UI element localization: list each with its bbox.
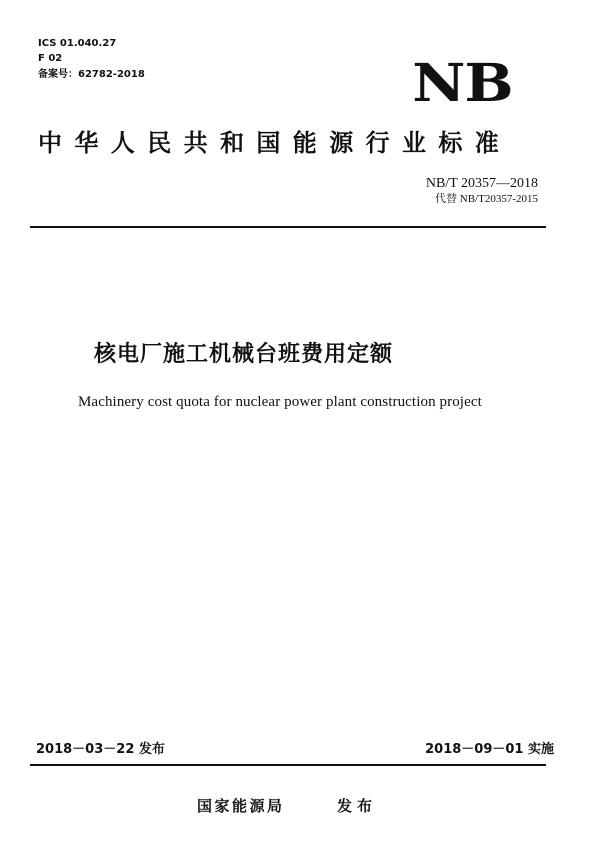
- classification-code: F 02: [38, 53, 63, 64]
- registration-number: 备案号：62782-2018: [38, 69, 145, 80]
- nb-logo: NB: [411, 53, 512, 114]
- standard-category-title: 中华人民共和国能源行业标准: [38, 129, 512, 157]
- replaces-standard: 代替 NB/T20357-2015: [435, 193, 538, 205]
- standard-code: NB/T 20357—2018: [425, 176, 538, 191]
- issue-date: 2018－03－22 发布: [36, 742, 165, 757]
- publish-label: 发布: [337, 797, 378, 815]
- ics-number: ICS 01.040.27: [38, 38, 117, 49]
- bottom-divider: [30, 764, 546, 766]
- publisher-name: 国家能源局: [197, 797, 285, 815]
- document-title-english: Machinery cost quota for nuclear power plant construction project: [78, 394, 482, 410]
- document-title-chinese: 核电厂施工机械台班费用定额: [94, 342, 394, 367]
- top-divider: [30, 226, 546, 228]
- implementation-date: 2018－09－01 实施: [425, 742, 554, 757]
